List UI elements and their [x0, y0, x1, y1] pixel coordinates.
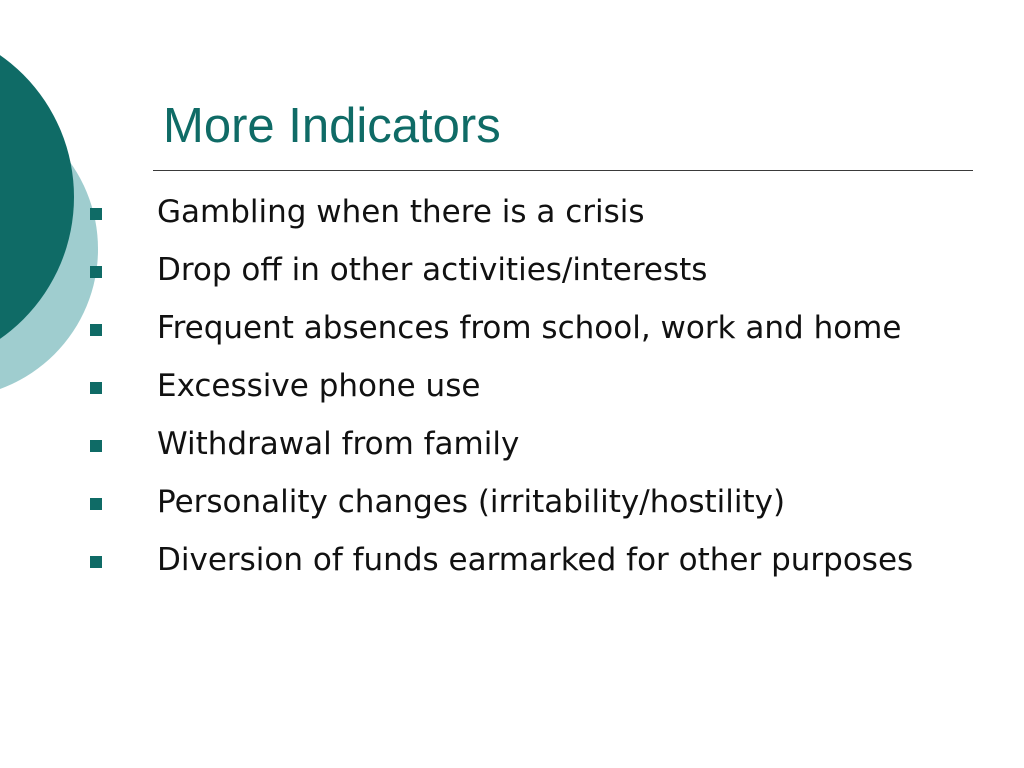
slide-title: More Indicators	[163, 99, 501, 153]
bullet-item	[86, 251, 946, 289]
square-bullet-icon	[90, 266, 102, 278]
square-bullet-icon	[90, 556, 102, 568]
bullet-text: Diversion of funds earmarked for other purposes	[157, 542, 914, 578]
square-bullet-icon	[90, 382, 102, 394]
bullet-item	[86, 483, 946, 521]
bullet-text: Drop off in other activities/interests	[157, 252, 708, 288]
bullet-text: Personality changes (irritability/hostility)	[157, 484, 786, 520]
bullet-list	[86, 193, 946, 599]
bullet-text: Withdrawal from family	[157, 426, 520, 462]
title-divider	[153, 170, 973, 171]
bullet-item	[86, 541, 946, 579]
square-bullet-icon	[90, 498, 102, 510]
bullet-item	[86, 193, 946, 231]
bullet-text: Frequent absences from school, work and home	[157, 310, 902, 346]
bullet-text: Excessive phone use	[157, 368, 481, 404]
square-bullet-icon	[90, 440, 102, 452]
square-bullet-icon	[90, 324, 102, 336]
bullet-item	[86, 425, 946, 463]
bullet-text: Gambling when there is a crisis	[157, 194, 645, 230]
bullet-item	[86, 309, 946, 347]
bullet-item	[86, 367, 946, 405]
square-bullet-icon	[90, 208, 102, 220]
